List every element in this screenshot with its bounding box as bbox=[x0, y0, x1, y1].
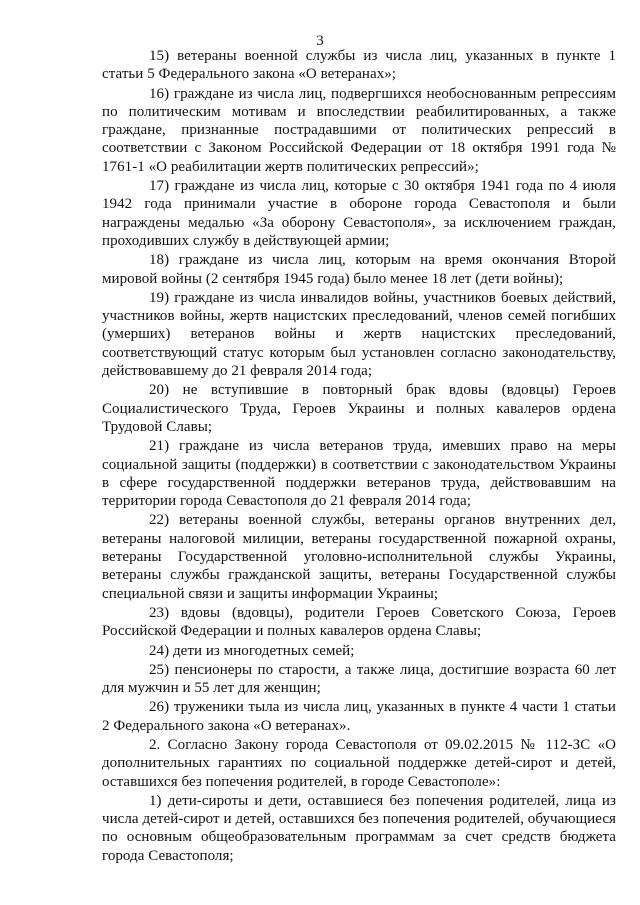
page-number: 3 bbox=[316, 33, 324, 49]
list-item-25: 25) пенсионеры по старости, а также лица, достигшие возраста 60 лет для мужчин и 55 лет для женщин; bbox=[102, 661, 616, 697]
list-item-26: 26) труженики тыла из числа лиц, указанных в пункте 4 части 1 статьи 2 Федерального закона «О ветеранах». bbox=[102, 699, 616, 734]
list-item-15: 15) ветераны военной службы из числа лиц, указанных в пункте 1 статьи 5 Федерального закона «О ветеранах»; bbox=[102, 48, 616, 83]
section-2-item-1: 1) дети-сироты и дети, оставшиеся без попечения родителей, лица из числа детей-сирот и детей, оставшихся без попечения родителей, обучающиеся по основным общеобразовательным программам за счет средств бюджета города Севастополя; bbox=[102, 792, 616, 864]
list-item-19: 19) граждане из числа инвалидов войны, участников боевых действий, участников войны, жертв нацистских преследований, членов семей погибших (умерших) ветеранов войны и жертв нацистских преследований, соответствующий статус которым был установлен согласно законодательству, действовавшему до 21 февраля 2014 года; bbox=[102, 289, 616, 380]
list-item-16: 16) граждане из числа лиц, подвергшихся необоснованным репрессиям по политическим мотивам и впоследствии реабилитированных, а также граждане, признанные пострадавшими от политических репрессий в соответствии с Законом Российской Федерации от 18 октября 1991 года № 1761-1 «О реабилитации жертв политических репрессий»; bbox=[102, 85, 616, 175]
list-item-20: 20) не вступившие в повторный брак вдовы (вдовцы) Героев Социалистического Труда, Героев Украины и полных кавалеров ордена Трудовой Славы; bbox=[102, 382, 616, 435]
section-2-intro: 2. Согласно Закону города Севастополя от 09.02.2015 № 112-ЗС «О дополнительных гарантиях по социальной поддержке детей-сирот и детей, оставшихся без попечения родителей, в городе Севастополе»: bbox=[102, 736, 616, 790]
list-item-23: 23) вдовы (вдовцы), родители Героев Советского Союза, Героев Российской Федерации и полных кавалеров ордена Славы; bbox=[102, 604, 616, 640]
list-item-21: 21) граждане из числа ветеранов труда, имевших право на меры социальной защиты (поддержки) в соответствии с законодательством Украины в сфере государственной поддержки ветеранов труда, действовавшим на территории города Севастополя до 21 февраля 2014 года; bbox=[102, 438, 616, 510]
list-item-17: 17) граждане из числа лиц, которые с 30 октября 1941 года по 4 июля 1942 года принимали участие в обороне города Севастополя и были награждены медалью «За оборону Севастополя», за исключением граждан, проходивших службу в действующей армии; bbox=[102, 178, 616, 249]
list-item-18: 18) граждане из числа лиц, которым на время окончания Второй мировой войны (2 сентября 1945 года) было менее 18 лет (дети войны); bbox=[102, 252, 616, 287]
list-item-22: 22) ветераны военной службы, ветераны органов внутренних дел, ветераны налоговой милиции, ветераны государственной пожарной охраны, ветераны Государственной уголовно-исполнительной службы Украины, ветераны службы гражданской защиты, ветераны Государственной службы специальной связи и защиты информации Украины; bbox=[102, 512, 616, 602]
document-body bbox=[102, 47, 616, 866]
list-item-24: 24) дети из многодетных семей; bbox=[149, 642, 355, 659]
